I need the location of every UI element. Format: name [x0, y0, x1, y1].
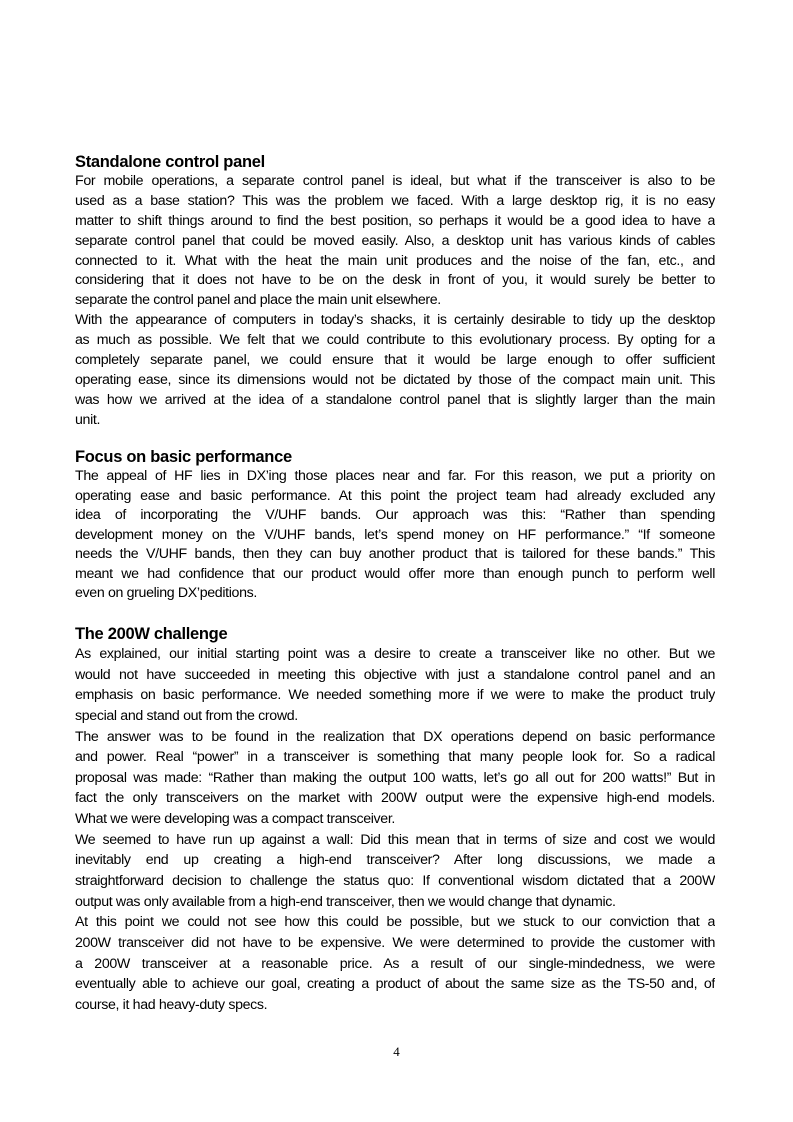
paragraph: [75, 467, 715, 604]
section-focus-on-basic-performance: [75, 447, 715, 604]
text-line: With the appearance of computers in today’s shacks, it is certainly desirable to tidy up the desktop: [75, 312, 715, 329]
text-line: 200W transceiver did not have to be expensive. We were determined to provide the customer with: [75, 934, 715, 951]
text-line: emphasis on basic performance. We needed something more if we were to make the product truly: [75, 687, 715, 704]
text-line: development money on the V/UHF bands, let’s spend money on HF performance.” “If someone: [75, 526, 715, 543]
text-line: At this point we could not see how this could be possible, but we stuck to our conviction that a: [75, 914, 715, 931]
paragraph: [75, 644, 715, 727]
text-line: was how we arrived at the idea of a standalone control panel that is slightly larger than the main: [75, 391, 715, 408]
paragraph: [75, 727, 715, 830]
page-number: 4: [393, 1044, 400, 1059]
section-heading: The 200W challenge: [75, 625, 228, 643]
text-line: fact the only transceivers on the market with 200W output were the expensive high-end models.: [75, 790, 715, 807]
text-line: The answer was to be found in the realization that DX operations depend on basic performance: [75, 728, 715, 745]
text-line: and power. Real “power” in a transceiver is something that many people look for. So a radical: [75, 749, 715, 766]
text-line: used as a base station? This was the problem we faced. With a large desktop rig, it is no easy: [75, 192, 715, 209]
text-line: inevitably end up creating a high-end transceiver? After long discussions, we made a: [75, 852, 715, 869]
text-line: as much as possible. We felt that we could contribute to this evolutionary process. By opting for a: [75, 332, 715, 349]
text-line: operating ease and basic performance. At this point the project team had already excluded any: [75, 487, 715, 504]
section-200w-challenge: [75, 624, 715, 1016]
text-line: matter to shift things around to find the best position, so perhaps it would be a good idea to have a: [75, 212, 715, 229]
text-line: The appeal of HF lies in DX’ing those places near and far. For this reason, we put a priority on: [75, 468, 715, 484]
text-line: needs the V/UHF bands, then they can buy another product that is tailored for these bands.” This: [75, 546, 715, 562]
section-heading: Standalone control panel: [75, 153, 265, 171]
paragraph: [75, 311, 715, 430]
text-line: connected to it. What with the heat the main unit produces and the noise of the fan, etc., and: [75, 252, 715, 269]
text-line: operating ease, since its dimensions would not be dictated by those of the compact main unit. This: [75, 371, 715, 388]
text-line: course, it had heavy-duty specs.: [75, 996, 268, 1013]
text-line: considering that it does not have to be on the desk in front of you, it would surely be better to: [75, 272, 715, 289]
text-line: output was only available from a high-end transceiver, then we would change that dynamic.: [75, 893, 616, 910]
text-line: even on grueling DX’peditions.: [75, 585, 257, 601]
text-line: What we were developing was a compact transceiver.: [75, 811, 396, 828]
text-line: unit.: [75, 411, 101, 428]
text-line: a 200W transceiver at a reasonable price. As a result of our single-mindedness, we were: [75, 955, 715, 972]
text-line: idea of incorporating the V/UHF bands. Our approach was this: “Rather than spending: [75, 507, 715, 523]
text-line: We seemed to have run up against a wall: Did this mean that in terms of size and cost we would: [75, 831, 715, 848]
section-standalone-control-panel: [75, 152, 715, 431]
text-line: straightforward decision to challenge the status quo: If conventional wisdom dictated that a 200W: [75, 873, 715, 890]
text-line: eventually able to achieve our goal, creating a product of about the same size as the TS-50 and, of: [75, 976, 715, 993]
text-line: would not have succeeded in meeting this objective with just a standalone control panel and an: [75, 666, 715, 683]
paragraph: [75, 830, 715, 913]
text-line: separate control panel that could be moved easily. Also, a desktop unit has various kinds of cables: [75, 232, 715, 249]
text-line: special and stand out from the crowd.: [75, 707, 298, 724]
paragraph: [75, 172, 715, 311]
text-line: meant we had confidence that our product would offer more than enough punch to perform well: [75, 565, 715, 582]
text-line: completely separate panel, we could ensure that it would be large enough to offer sufficient: [75, 352, 715, 369]
text-line: For mobile operations, a separate control panel is ideal, but what if the transceiver is also to be: [75, 173, 715, 189]
text-line: As explained, our initial starting point was a desire to create a transceiver like no other. But we: [75, 646, 715, 662]
section-heading: Focus on basic performance: [75, 448, 292, 466]
text-line: separate the control panel and place the main unit elsewhere.: [75, 292, 441, 309]
paragraph: [75, 912, 715, 1015]
text-line: proposal was made: “Rather than making the output 100 watts, let’s go all out for 200 watts!” But in: [75, 769, 715, 786]
